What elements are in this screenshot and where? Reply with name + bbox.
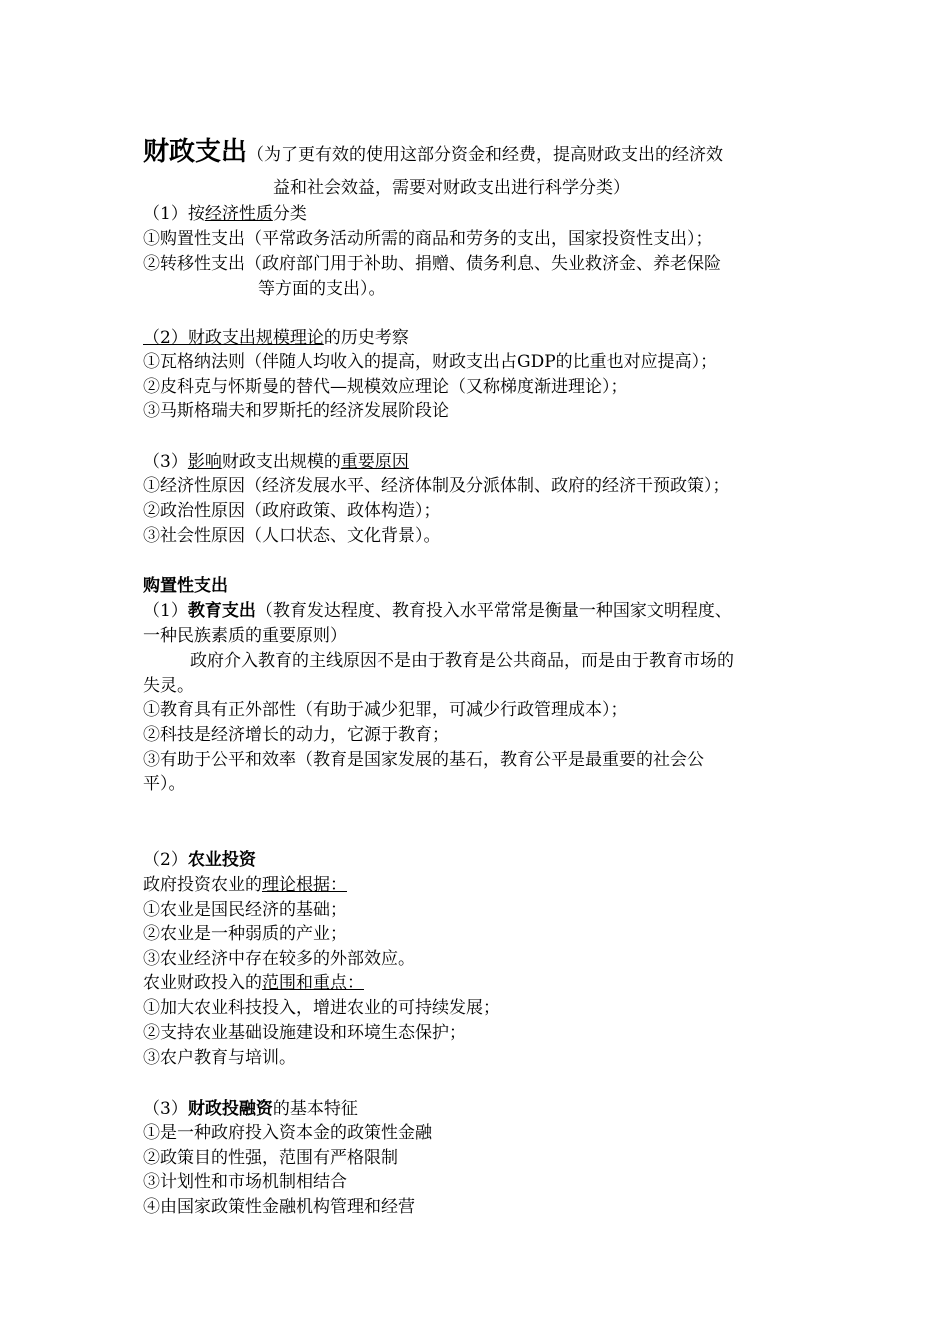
s1-item-1: ①购置性支出（平常政务活动所需的商品和劳务的支出，国家投资性支出）； [143, 229, 713, 249]
fin-item-1: ①是一种政府投入资本金的政策性金融 [143, 1123, 432, 1143]
agri-scope-item-2: ②支持农业基础设施建设和环境生态保护； [143, 1023, 466, 1043]
edu-paragraph: 政府介入教育的主线原因不是由于教育是公共商品，而是由于教育市场的 [190, 651, 734, 671]
s1-item-2-cont: 等方面的支出）。 [258, 279, 386, 299]
title-note: （为了更有效的使用这部分资金和经费，提高财政支出的经济效 [247, 145, 724, 165]
s2-heading [143, 326, 409, 350]
fin-item-2: ②政策目的性强，范围有严格限制 [143, 1148, 398, 1168]
s3-heading-pre: （3） [143, 452, 188, 472]
edu-item-3-cont: 平）。 [143, 774, 186, 794]
agri-basis-item-2: ②农业是一种弱质的产业； [143, 924, 347, 944]
edu-heading-note: （教育发达程度、教育投入水平常常是衡量一种国家文明程度、 [255, 601, 732, 621]
s1-heading-underlined: 经济性质 [204, 204, 273, 224]
s1-heading-pre: （1）按 [143, 204, 205, 224]
fin-item-3: ③计划性和市场机制相结合 [143, 1172, 347, 1192]
s3-item-1: ①经济性原因（经济发展水平、经济体制及分派体制、政府的经济干预政策）； [143, 476, 730, 496]
fin-heading [143, 1097, 358, 1121]
s2-heading-post: 的历史考察 [323, 328, 409, 348]
s2-item-2: ②皮科克与怀斯曼的替代—规模效应理论（又称梯度渐进理论）； [143, 377, 628, 397]
agri-basis-pre: 政府投资农业的 [143, 875, 262, 895]
agri-scope-item-1: ①加大农业科技投入，增进农业的可持续发展； [143, 998, 500, 1018]
fin-heading-bold: 财政投融资 [187, 1099, 273, 1119]
s3-heading-underlined-2: 重要原因 [340, 452, 409, 472]
edu-item-3: ③有助于公平和效率（教育是国家发展的基石，教育公平是最重要的社会公 [143, 750, 704, 770]
agri-scope-item-3: ③农户教育与培训。 [143, 1048, 296, 1068]
s3-heading-mid: 财政支出规模的 [221, 452, 341, 472]
title-line [143, 137, 724, 167]
agri-basis-item-1: ①农业是国民经济的基础； [143, 900, 347, 920]
edu-heading-bold: 教育支出 [187, 601, 256, 621]
s1-item-2: ②转移性支出（政府部门用于补助、捐赠、债务利息、失业救济金、养老保险 [143, 254, 721, 274]
agri-basis-item-3: ③农业经济中存在较多的外部效应。 [143, 949, 415, 969]
section-title: 财政支出 [143, 137, 248, 167]
s3-heading [143, 450, 409, 474]
agri-heading [143, 848, 256, 872]
s2-heading-underlined: （2）财政支出规模理论 [143, 328, 324, 348]
agri-scope-pre: 农业财政投入的 [143, 973, 262, 993]
agri-heading-bold: 农业投资 [187, 850, 256, 870]
agri-scope-heading [143, 971, 364, 995]
title-note-cont: 益和社会效益，需要对财政支出进行科学分类） [273, 178, 630, 198]
s2-item-1: ①瓦格纳法则（伴随人均收入的提高，财政支出占GDP的比重也对应提高）； [143, 352, 718, 372]
s1-heading-post: 分类 [272, 204, 307, 224]
s2-item-3: ③马斯格瑞夫和罗斯托的经济发展阶段论 [143, 401, 449, 421]
s3-item-3: ③社会性原因（人口状态、文化背景）。 [143, 526, 441, 546]
s3-heading-underlined-1: 影响 [187, 452, 222, 472]
fin-heading-pre: （3） [143, 1099, 188, 1119]
edu-note-cont: 一种民族素质的重要原则） [143, 626, 347, 646]
fin-item-4: ④由国家政策性金融机构管理和经营 [143, 1197, 415, 1217]
agri-basis-heading [143, 873, 347, 897]
fin-heading-post: 的基本特征 [272, 1099, 358, 1119]
edu-item-1: ①教育具有正外部性（有助于减少犯罪，可减少行政管理成本）； [143, 700, 628, 720]
edu-paragraph-cont: 失灵。 [143, 676, 194, 696]
edu-heading-pre: （1） [143, 601, 188, 621]
s3-item-2: ②政治性原因（政府政策、政体构造）； [143, 501, 441, 521]
purchase-heading: 购置性支出 [143, 576, 228, 596]
agri-scope-underlined: 范围和重点： [262, 973, 364, 993]
edu-heading [143, 599, 732, 623]
s1-heading [143, 202, 307, 226]
agri-basis-underlined: 理论根据： [262, 875, 347, 895]
agri-heading-pre: （2） [143, 850, 188, 870]
edu-item-2: ②科技是经济增长的动力，它源于教育； [143, 725, 449, 745]
